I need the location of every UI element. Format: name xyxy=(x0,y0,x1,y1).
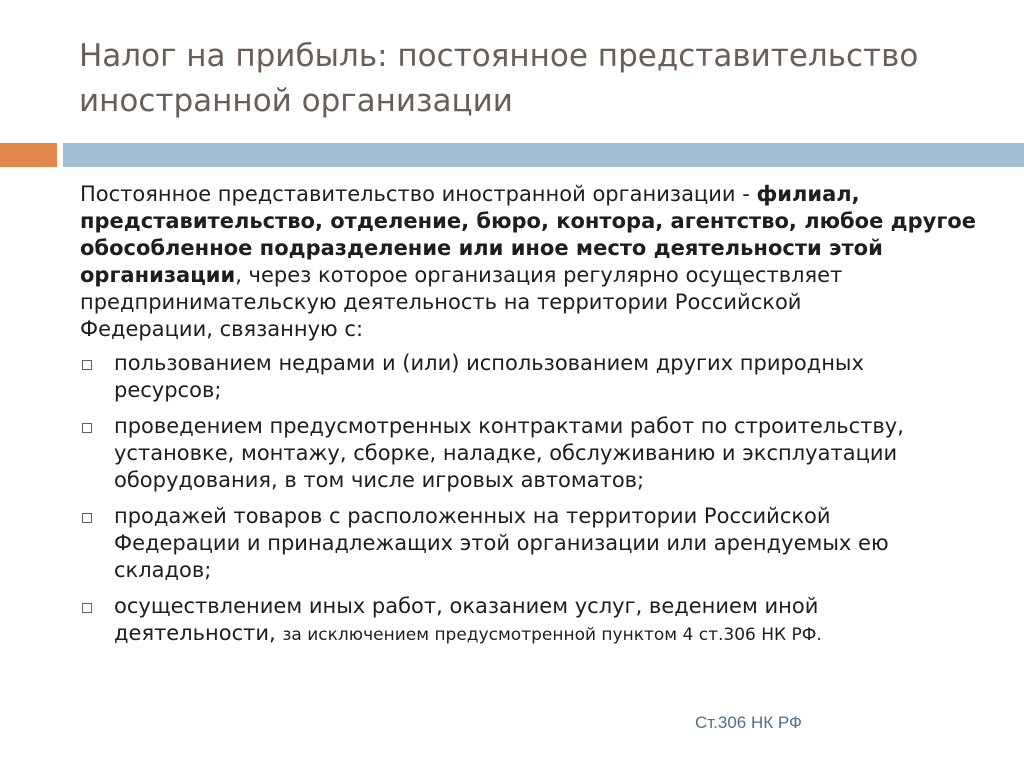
law-reference: Ст.306 НК РФ xyxy=(695,713,802,732)
intro-paragraph xyxy=(80,181,980,343)
list-item xyxy=(80,503,980,584)
list-item-line: пользованием недрами и (или) использованием других природных xyxy=(114,351,864,375)
list-item xyxy=(80,593,980,649)
intro-bold-text: организации xyxy=(80,263,236,287)
square-bullet-icon xyxy=(82,513,92,523)
slide-title-line-1: Налог на прибыль: постоянное представительство xyxy=(79,38,919,74)
slide-title-line-2: иностранной организации xyxy=(79,83,513,119)
intro-bold-text: представительство, отделение, бюро, контора, агентство, любое другое xyxy=(80,209,976,233)
list-item-line: осуществлением иных работ, оказанием услуг, ведением иной xyxy=(114,594,819,618)
intro-line-4 xyxy=(80,262,980,289)
list-item-line: Федерации и принадлежащих этой организации или арендуемых ею xyxy=(114,531,889,555)
intro-text: Постоянное представительство иностранной организации - xyxy=(80,182,757,206)
intro-bold-text: обособленное подразделение или иное место деятельности этой xyxy=(80,236,883,260)
accent-bar xyxy=(0,143,57,167)
list-item-line: ресурсов; xyxy=(114,378,222,402)
list-item-line: установке, монтажу, сборке, наладке, обслуживанию и эксплуатации xyxy=(114,441,898,465)
intro-text: , через которое организация регулярно осуществляет xyxy=(235,263,843,287)
list-item xyxy=(80,413,980,494)
intro-line-3 xyxy=(80,235,980,262)
list-item-small-text: за исключением предусмотренной пунктом 4 ст.306 НК РФ. xyxy=(282,625,822,645)
list-item-line xyxy=(114,620,980,649)
slide-title xyxy=(79,34,979,124)
list-item-line: продажей товаров с расположенных на территории Российской xyxy=(114,504,831,528)
square-bullet-icon xyxy=(82,423,92,433)
list-item xyxy=(80,350,980,404)
intro-bold-text: филиал, xyxy=(756,182,860,206)
slide-body xyxy=(80,181,980,658)
divider-bar xyxy=(63,143,1024,167)
square-bullet-icon xyxy=(82,603,92,613)
intro-line-1 xyxy=(80,181,980,208)
list-item-text: деятельности, xyxy=(114,621,283,645)
list-item-line: проведением предусмотренных контрактами работ по строительству, xyxy=(114,414,904,438)
list-item-line: складов; xyxy=(114,558,212,582)
intro-line-2 xyxy=(80,208,980,235)
bullet-list xyxy=(80,350,980,649)
intro-line-5: предпринимательскую деятельность на территории Российской xyxy=(80,290,802,314)
intro-line-6: Федерации, связанную с: xyxy=(80,317,364,341)
list-item-line: оборудования, в том числе игровых автоматов; xyxy=(114,468,645,492)
square-bullet-icon xyxy=(82,360,92,370)
